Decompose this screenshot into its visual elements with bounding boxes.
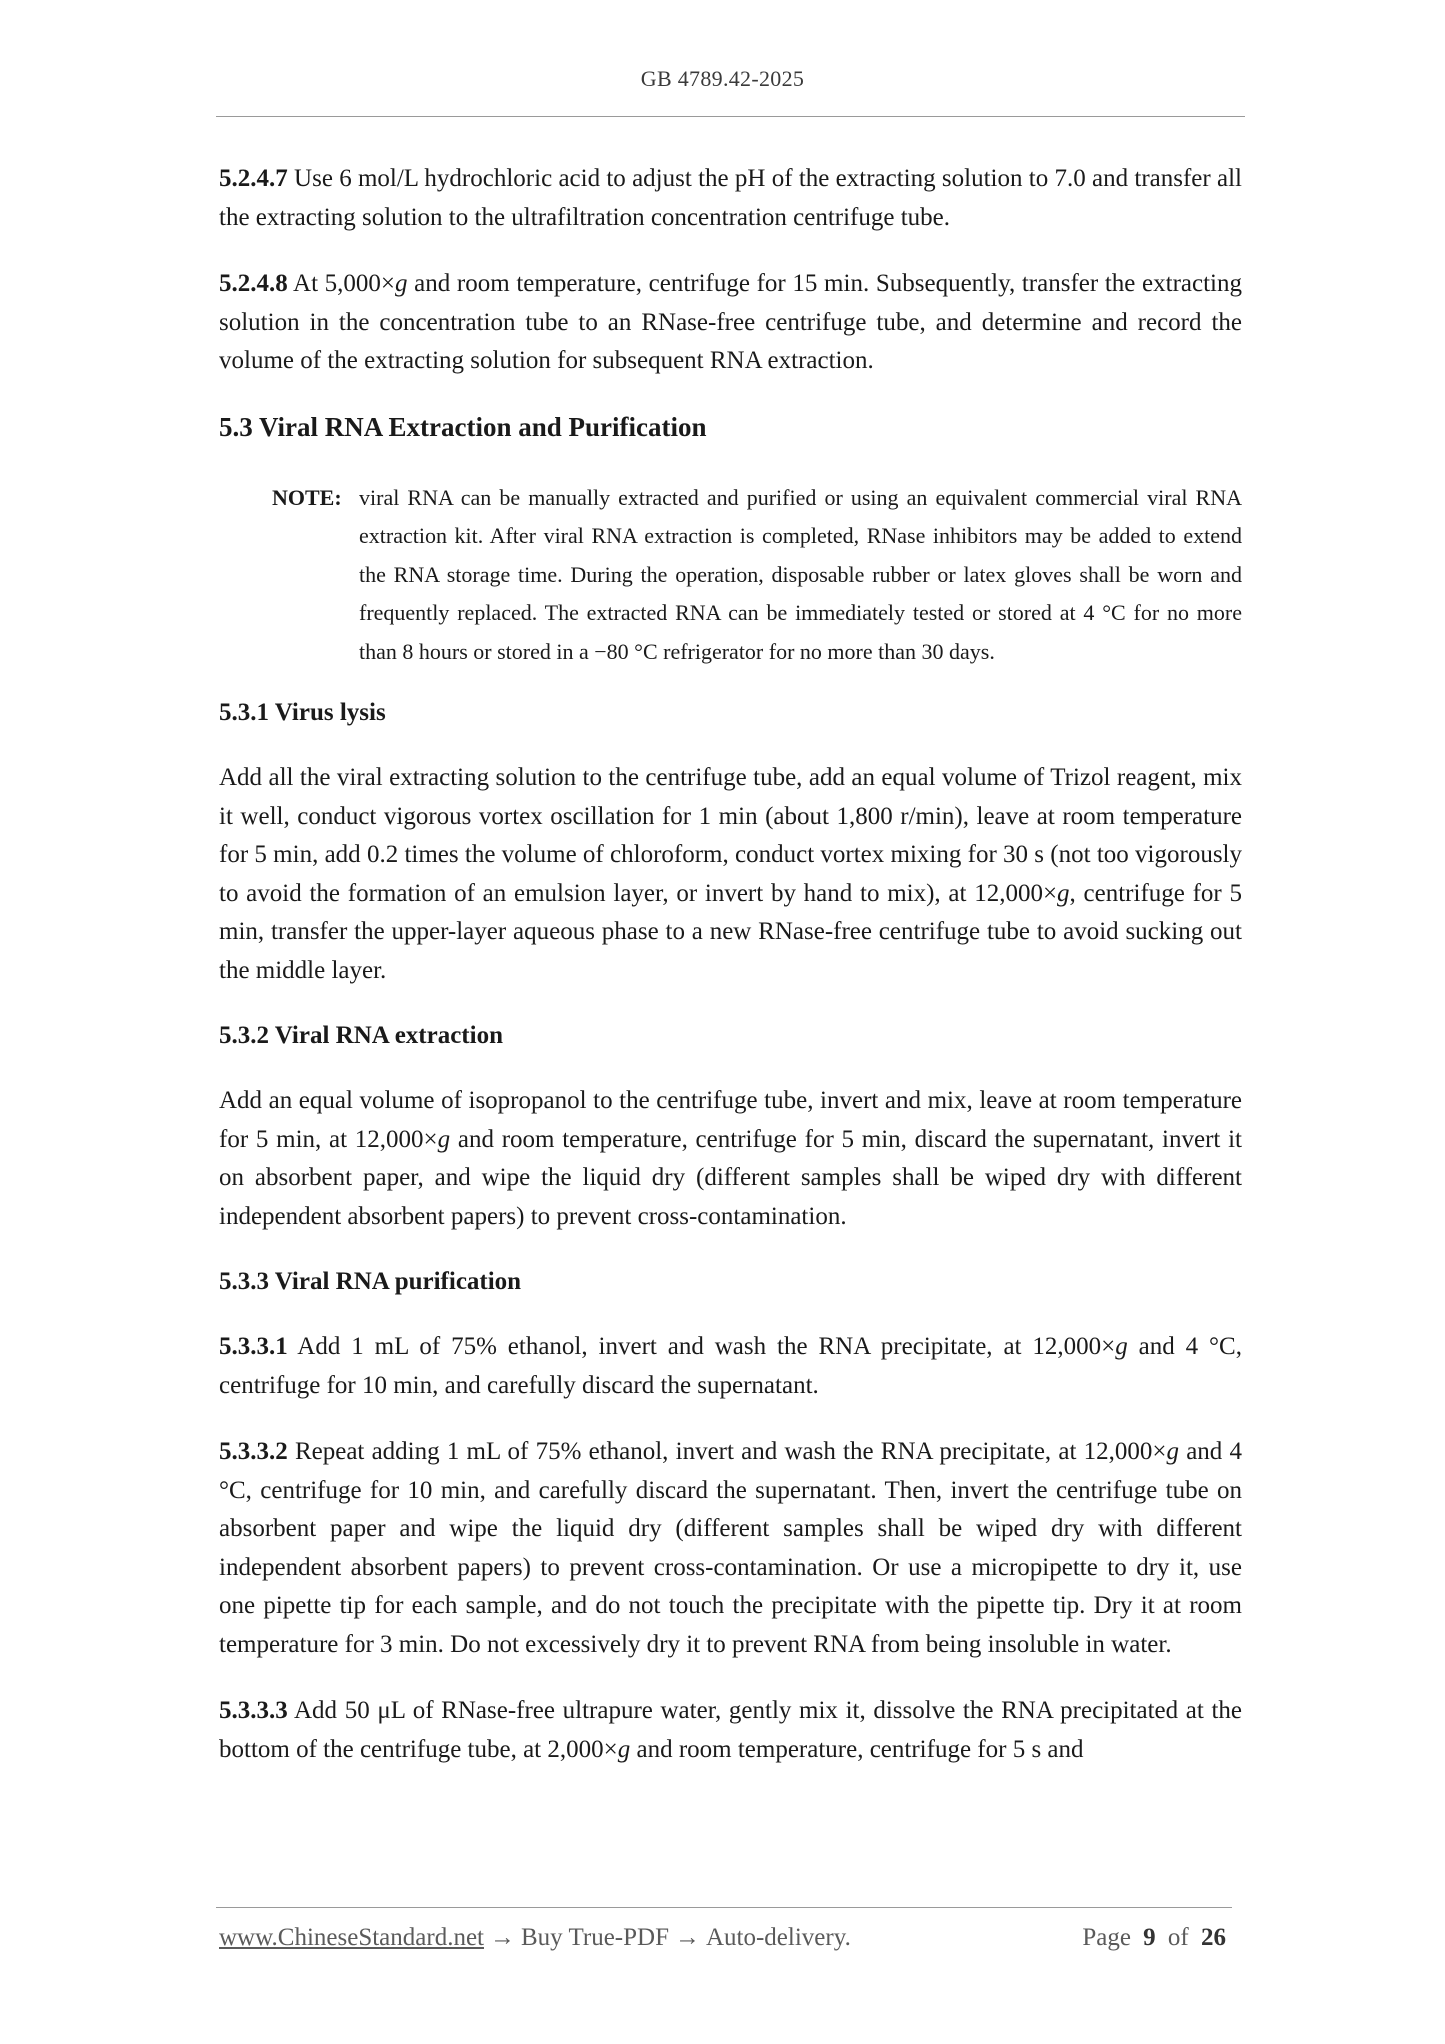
footer-divider — [216, 1907, 1232, 1908]
clause-5-3-3-2 — [219, 1433, 1242, 1664]
current-page: 9 — [1143, 1924, 1156, 1951]
gravity-symbol: g — [437, 1125, 451, 1153]
clause-5-3-3-3 — [219, 1692, 1242, 1769]
section-heading-5-3-2: 5.3.2 Viral RNA extraction — [219, 1022, 503, 1049]
clause-text: and room temperature, centrifuge for 15 min. Subsequently, transfer the extracting solution in the concentration tube to an RNase-free centrifuge tube, and determine and record the volume of the extracting solution for subsequent RNA extraction. — [219, 270, 1242, 374]
clause-text: Add 1 mL of 75% ethanol, invert and wash the RNA precipitate, at 12,000× — [287, 1333, 1116, 1360]
buy-pdf-text: Buy True-PDF — [521, 1924, 669, 1951]
gravity-symbol: g — [1057, 879, 1070, 907]
clause-number: 5.3.3.2 — [219, 1438, 288, 1465]
clause-text: and room temperature, centrifuge for 5 s and — [630, 1735, 1084, 1763]
clause-text: and 4 °C, centrifuge for 10 min, and carefully discard the supernatant. — [219, 1333, 1242, 1399]
note-text: viral RNA can be manually extracted and purified or using an equivalent commercial viral RNA extraction kit. After viral RNA extraction is completed, RNase inhibitors may be added to extend the RNA storage time. During the operation, disposable rubber or latex gloves shall be worn and frequently replaced. The extracted RNA can be immediately tested or stored at 4 °C for no more than 8 hours or stored in a −80 °C refrigerator for no more than 30 days. — [359, 484, 1242, 664]
clause-number: 5.3.3.1 — [219, 1333, 288, 1360]
paragraph-text: Add an equal volume of isopropanol to the centrifuge tube, invert and mix, leave at room temperature for 5 min, at 12,000× — [219, 1087, 1242, 1153]
gravity-symbol: g — [617, 1735, 631, 1763]
section-heading-5-3-1: 5.3.1 Virus lysis — [219, 699, 386, 726]
paragraph-virus-lysis — [219, 759, 1242, 990]
note-block — [219, 479, 1242, 672]
arrow-right-icon: → — [674, 1924, 700, 1951]
section-heading-5-3-3: 5.3.3 Viral RNA purification — [219, 1268, 522, 1295]
clause-text: At 5,000× — [287, 270, 396, 297]
chinesestandard-link[interactable]: www.ChineseStandard.net — [219, 1924, 484, 1951]
footer-promo — [219, 1924, 851, 1952]
clause-5-3-3-1 — [219, 1328, 1242, 1405]
gravity-symbol: g — [1166, 1438, 1179, 1465]
of-word: of — [1167, 1924, 1189, 1951]
clause-text: Add 50 μL of RNase-free ultrapure water, gently mix it, dissolve the RNA precipitated at the bottom of the centrifuge tube, at 2,000× — [219, 1697, 1242, 1763]
clause-text: Repeat adding 1 mL of 75% ethanol, invert and wash the RNA precipitate, at 12,000× — [287, 1438, 1167, 1465]
clause-5-2-4-7 — [219, 160, 1242, 237]
auto-delivery-text: Auto-delivery. — [705, 1924, 851, 1951]
document-code-header: GB 4789.42-2025 — [640, 66, 805, 91]
clause-number: 5.3.3.3 — [219, 1697, 288, 1724]
clause-number: 5.2.4.7 — [219, 165, 288, 192]
page-number — [1082, 1924, 1232, 1952]
header-divider — [216, 116, 1245, 117]
paragraph-rna-extraction — [219, 1082, 1242, 1236]
page-content — [219, 160, 1242, 1797]
page-word: Page — [1082, 1924, 1131, 1951]
clause-text: and 4 °C, centrifuge for 10 min, and carefully discard the supernatant. Then, invert the centrifuge tube on absorbent paper and wipe the liquid dry (different samples shall be wiped dry with different independent absorbent papers) to prevent cross-contamination. Or use a micropipette to dry it, use one pipette tip for each sample, and do not touch the precipitate with the pipette tip. Dry it at room temperature for 3 min. Do not excessively dry it to prevent RNA from being insoluble in water. — [219, 1438, 1242, 1658]
paragraph-text: and room temperature, centrifuge for 5 min, discard the supernatant, invert it on absorbent paper, and wipe the liquid dry (different samples shall be wiped dry with different independent absorbent papers) to prevent cross-contamination. — [219, 1125, 1242, 1230]
clause-number: 5.2.4.8 — [219, 270, 288, 297]
paragraph-text: Add all the viral extracting solution to the centrifuge tube, add an equal volume of Trizol reagent, mix it well, conduct vigorous vortex oscillation for 1 min (about 1,800 r/min), leave at room temperature for 5 min, add 0.2 times the volume of chloroform, conduct vortex mixing for 30 s (not too vigorously to avoid the formation of an emulsion layer, or invert by hand to mix), at 12,000× — [219, 764, 1242, 907]
paragraph-text: , centrifuge for 5 min, transfer the upper-layer aqueous phase to a new RNase-free centrifuge tube to avoid sucking out the middle layer. — [219, 879, 1242, 984]
clause-5-2-4-8 — [219, 265, 1242, 381]
note-label: NOTE: — [272, 484, 342, 510]
gravity-symbol: g — [395, 270, 408, 297]
section-heading-5-3: 5.3 Viral RNA Extraction and Purification — [219, 411, 707, 442]
gravity-symbol: g — [1115, 1333, 1128, 1360]
total-pages: 26 — [1201, 1924, 1226, 1951]
arrow-right-icon: → — [490, 1924, 515, 1951]
clause-text: Use 6 mol/L hydrochloric acid to adjust the pH of the extracting solution to 7.0 and transfer all the extracting solution to the ultrafiltration concentration centrifuge tube. — [219, 165, 1242, 231]
